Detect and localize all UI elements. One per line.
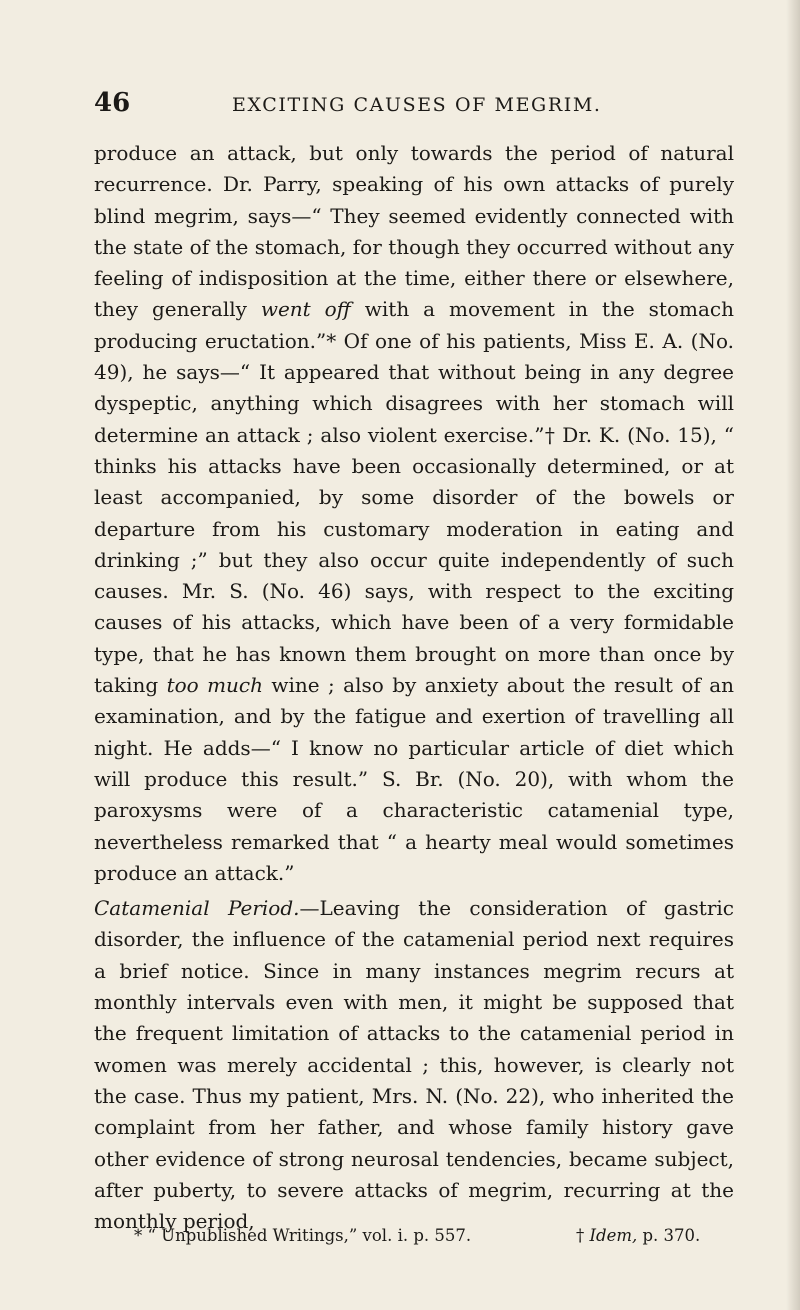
text-segment: wine ; also by anxiety about the result of an examination, and by the fatigue and exertion of travelling all night. He adds—“ I know no particular article of diet which will produce this result.” S. Br. (No. 20), with whom the paroxysms were of a characteristic catamenial type, nevertheless remarked that “ a hearty meal would sometimes produce an attack.” [94,673,734,885]
text-segment: —Leaving the consideration of gastric disorder, the influence of the catamenial period next requires a brief notice. Since in many instances megrim recurs at monthly intervals even with men, it might be supposed that the frequent limitation of attacks to the catamenial period in women was merely accidental ; this, however, is clearly not the case. Thus my patient, Mrs. N. (No. 22), who inherited the complaint from her father, and whose family history gave other evidence of strong neurosal tendencies, became subject, after puberty, to severe attacks of megrim, recurring at the monthly period, [94,896,734,1234]
body-text [94,138,734,1237]
section-heading-catamenial-period: Catamenial Period. [94,896,300,921]
text-segment: with a movement in the stomach producing eructation.”* Of one of his patients, Miss E. A. (No. 49), he says—“ It appeared that without being in any degree dyspeptic, anything which disagrees with her stomach will determine an attack ; also violent exercise.”† Dr. K. (No. 15), “ thinks his attacks have been occasionally determined, or at least accompanied, by some disorder of the bowels or departure from his customary moderation in eating and drinking ;” but they also occur quite independently of such causes. Mr. S. (No. 46) says, with respect to the exciting causes of his attacks, which have been of a very formidable type, that he has known them brought on more than once by taking [94,297,734,698]
running-header [94,88,734,120]
paragraph-catamenial-period [94,893,734,1237]
footnote-dagger [576,1225,700,1247]
emphasis-too-much: too much [166,673,264,698]
text-segment: produce an attack, but only towards the period of natural recurrence. Dr. Parry, speaking of his own attacks of purely blind megrim, says—“ They seemed evidently connected with the state of the stomach, for though they occurred without any feeling of indisposition at the time, either there or elsewhere, they generally [94,141,734,322]
footnotes [94,1225,734,1251]
running-title: EXCITING CAUSES OF MEGRIM. [232,94,602,116]
emphasis-went-off: went off [260,297,351,322]
dagger-mark: † [576,1226,590,1245]
page-number: 46 [94,88,131,118]
paragraph-gastric-causes [94,138,734,889]
footnote-idem: Idem, [589,1226,638,1245]
footnote-star: * “ Unpublished Writings,” vol. i. p. 557. [134,1226,472,1245]
page-edge-shadow [786,0,800,1310]
footnote-page-ref: p. 370. [637,1226,701,1245]
